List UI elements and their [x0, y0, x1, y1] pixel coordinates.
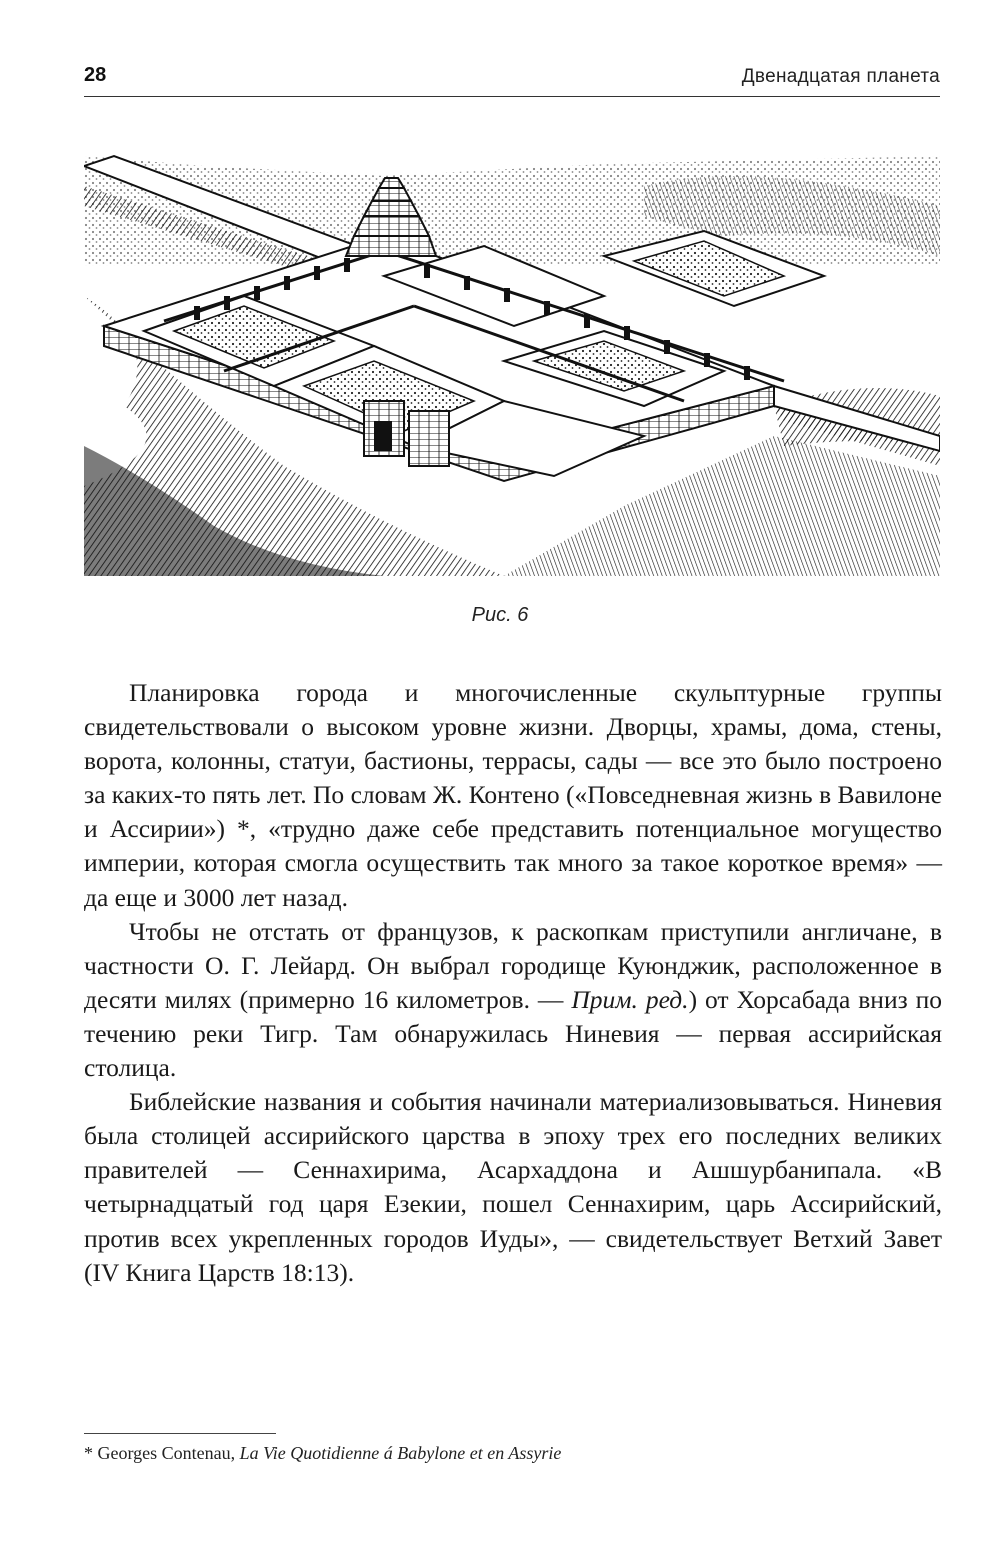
- footnote-divider: [84, 1433, 276, 1434]
- paragraph-2-text-after: ) от Хорсабада вниз по течению реки Тигр. Там обнаружилась Ниневия — первая ассирийская столица.: [84, 984, 942, 1083]
- page-header: [84, 62, 940, 97]
- paragraph-3: Библейские названия и события начинали материализовываться. Ниневия была столицей ассирийского царства в эпоху трех его последних великих правителей — Сеннахирима, Асархаддона и Ашшурбанипала. «В четырнадцатый год царя Езекии, пошел Сеннахирим, царь Ассирийский, против всех укрепленных городов Иуды», — свидетельствует Ветхий Завет (IV Книга Царств 18:13).: [84, 1087, 942, 1287]
- footnote-title: La Vie Quotidienne á Babylone et en Assyrie: [239, 1443, 562, 1463]
- page-number: 28: [84, 64, 107, 86]
- body-text: [84, 676, 942, 1290]
- paragraph-2: [84, 915, 942, 1085]
- palace-illustration: [84, 146, 940, 576]
- editor-note: Прим. ред.: [571, 984, 689, 1014]
- footnote: [84, 1443, 944, 1464]
- paragraph-1: Планировка города и многочисленные скульптурные группы свидетельствовали о высоком уровне жизни. Дворцы, храмы, дома, стены, ворота, колонны, статуи, бастионы, террасы, сады — все это было построено за каких-то пять лет. По словам Ж. Контено («Повседневная жизнь в Вавилоне и Ассирии») *, «трудно даже себе представить потенциальное могущество империи, которая смогла осуществить так много за такое короткое время» — да еще и 3000 лет назад.: [84, 678, 942, 912]
- palace-engraving-image: [84, 146, 940, 576]
- running-title: Двенадцатая планета: [741, 66, 940, 87]
- figure-caption: Рис. 6: [471, 604, 529, 626]
- footnote-author: Georges Contenau,: [97, 1443, 236, 1463]
- footnote-marker: *: [84, 1443, 93, 1463]
- paragraph-2-text-before: Чтобы не отстать от французов, к раскопкам приступили англичане, в частности О. Г. Лейард. Он выбрал городище Куюнджик, расположенное в десяти милях (примерно 16 километров. —: [84, 916, 942, 1014]
